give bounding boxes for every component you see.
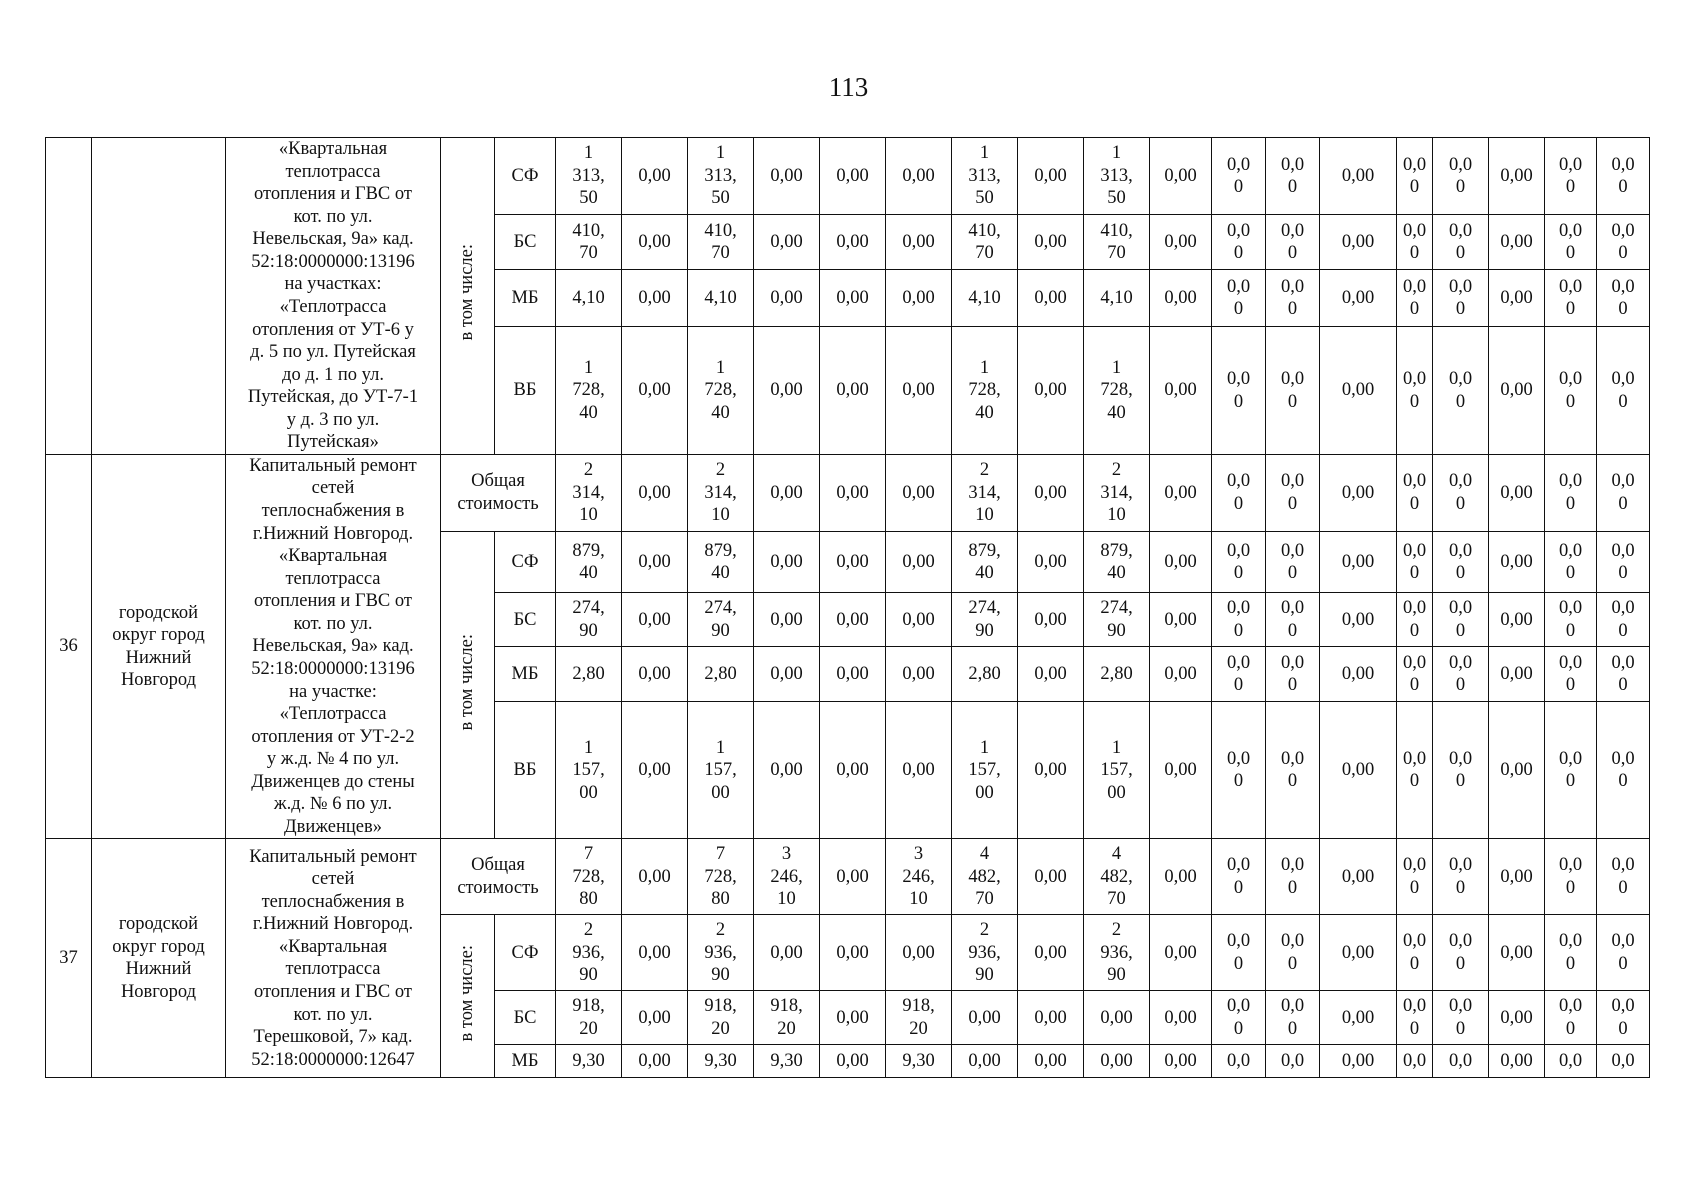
funding-source-label: СФ bbox=[495, 531, 556, 593]
value-cell: 2 936, 90 bbox=[556, 915, 622, 991]
value-cell: 0,00 bbox=[886, 531, 952, 593]
value-cell: 0,00 bbox=[952, 991, 1018, 1045]
value-cell: 0,00 bbox=[1489, 531, 1545, 593]
value-cell: 0,00 bbox=[1018, 647, 1084, 702]
value-cell: 1 728, 40 bbox=[688, 327, 754, 454]
value-cell: 0,0 0 bbox=[1212, 991, 1266, 1045]
value-cell: 0,0 0 bbox=[1266, 839, 1320, 915]
value-cell: 0,00 bbox=[622, 991, 688, 1045]
value-cell: 0,00 bbox=[754, 531, 820, 593]
value-cell: 0,00 bbox=[1150, 991, 1212, 1045]
value-cell: 0,0 0 bbox=[1545, 454, 1597, 531]
value-cell: 0,0 0 bbox=[1397, 327, 1433, 454]
value-cell: 0,00 bbox=[1018, 1045, 1084, 1078]
funding-source-label: МБ bbox=[495, 270, 556, 327]
value-cell: 0,00 bbox=[622, 531, 688, 593]
value-cell: 0,0 0 bbox=[1597, 593, 1650, 647]
value-cell: 0,0 0 bbox=[1212, 138, 1266, 215]
value-cell: 0,00 bbox=[1018, 270, 1084, 327]
value-cell: 0,0 bbox=[1212, 1045, 1266, 1078]
value-cell: 1 313, 50 bbox=[556, 138, 622, 215]
project-description: Капитальный ремонт сетей теплоснабжения в г.Нижний Новгород. «Квартальная теплотрасса отопления и ГВС от кот. по ул. Невельская, 9а» кад. 52:18:0000000:13196 на участке: «Теплотрасса отопления от УТ-2-2 у ж.д. № 4 по ул. Движенцев до стены ж.д. № 6 по ул. Движенцев» bbox=[226, 454, 441, 839]
value-cell: 4,10 bbox=[1084, 270, 1150, 327]
value-cell: 0,00 bbox=[1150, 454, 1212, 531]
value-cell: 0,0 0 bbox=[1266, 647, 1320, 702]
value-cell: 9,30 bbox=[688, 1045, 754, 1078]
value-cell: 0,00 bbox=[622, 215, 688, 270]
value-cell: 3 246, 10 bbox=[754, 839, 820, 915]
value-cell: 0,00 bbox=[886, 593, 952, 647]
value-cell: 0,0 0 bbox=[1212, 702, 1266, 839]
value-cell: 0,00 bbox=[820, 1045, 886, 1078]
value-cell: 0,00 bbox=[1320, 702, 1397, 839]
value-cell: 0,00 bbox=[1018, 454, 1084, 531]
value-cell: 0,00 bbox=[622, 839, 688, 915]
in-that-number-label bbox=[441, 531, 495, 839]
value-cell: 0,00 bbox=[754, 647, 820, 702]
value-cell: 2 314, 10 bbox=[1084, 454, 1150, 531]
value-cell: 0,00 bbox=[754, 270, 820, 327]
in-that-number-text: в том числе: bbox=[457, 633, 478, 731]
table-row-total bbox=[46, 454, 1650, 531]
value-cell: 0,00 bbox=[1489, 839, 1545, 915]
value-cell: 0,00 bbox=[1018, 915, 1084, 991]
funding-source-label: МБ bbox=[495, 1045, 556, 1078]
value-cell: 0,00 bbox=[1150, 327, 1212, 454]
value-cell: 0,00 bbox=[1150, 215, 1212, 270]
value-cell: 0,0 0 bbox=[1266, 593, 1320, 647]
value-cell: 410, 70 bbox=[952, 215, 1018, 270]
value-cell: 1 313, 50 bbox=[1084, 138, 1150, 215]
value-cell: 0,0 0 bbox=[1597, 991, 1650, 1045]
value-cell: 0,00 bbox=[820, 915, 886, 991]
value-cell: 0,0 0 bbox=[1397, 138, 1433, 215]
value-cell: 0,00 bbox=[886, 647, 952, 702]
value-cell: 0,0 bbox=[1597, 1045, 1650, 1078]
in-that-number-text: в том числе: bbox=[457, 944, 478, 1042]
value-cell: 2 314, 10 bbox=[952, 454, 1018, 531]
value-cell: 0,0 bbox=[1545, 1045, 1597, 1078]
value-cell: 0,0 0 bbox=[1433, 215, 1489, 270]
value-cell: 0,0 0 bbox=[1266, 327, 1320, 454]
value-cell: 1 728, 40 bbox=[556, 327, 622, 454]
value-cell: 0,0 0 bbox=[1397, 991, 1433, 1045]
table-row bbox=[46, 138, 1650, 215]
value-cell: 9,30 bbox=[556, 1045, 622, 1078]
in-that-number-label bbox=[441, 138, 495, 455]
value-cell: 0,00 bbox=[820, 215, 886, 270]
value-cell: 0,00 bbox=[1018, 531, 1084, 593]
value-cell: 0,0 0 bbox=[1397, 593, 1433, 647]
value-cell: 3 246, 10 bbox=[886, 839, 952, 915]
value-cell: 0,00 bbox=[1150, 647, 1212, 702]
value-cell: 0,0 0 bbox=[1212, 839, 1266, 915]
value-cell: 0,00 bbox=[1489, 327, 1545, 454]
value-cell: 0,00 bbox=[754, 454, 820, 531]
value-cell: 0,0 0 bbox=[1397, 647, 1433, 702]
value-cell: 0,00 bbox=[820, 138, 886, 215]
value-cell: 0,0 0 bbox=[1212, 215, 1266, 270]
value-cell: 0,00 bbox=[886, 270, 952, 327]
value-cell: 0,00 bbox=[886, 215, 952, 270]
value-cell: 0,00 bbox=[1150, 138, 1212, 215]
value-cell: 4 482, 70 bbox=[1084, 839, 1150, 915]
value-cell: 0,0 0 bbox=[1212, 327, 1266, 454]
value-cell: 274, 90 bbox=[1084, 593, 1150, 647]
funding-source-label: ВБ bbox=[495, 702, 556, 839]
value-cell: 4 482, 70 bbox=[952, 839, 1018, 915]
value-cell: 2 936, 90 bbox=[952, 915, 1018, 991]
value-cell: 0,00 bbox=[820, 991, 886, 1045]
row-number: 36 bbox=[46, 454, 92, 839]
value-cell: 4,10 bbox=[556, 270, 622, 327]
value-cell: 410, 70 bbox=[688, 215, 754, 270]
value-cell: 0,00 bbox=[1320, 215, 1397, 270]
value-cell: 0,00 bbox=[1320, 647, 1397, 702]
value-cell: 0,0 0 bbox=[1212, 531, 1266, 593]
value-cell: 0,0 0 bbox=[1212, 915, 1266, 991]
value-cell: 0,0 0 bbox=[1433, 138, 1489, 215]
value-cell: 0,00 bbox=[1150, 593, 1212, 647]
value-cell: 0,0 0 bbox=[1433, 531, 1489, 593]
value-cell: 0,0 0 bbox=[1545, 531, 1597, 593]
municipality-cell bbox=[92, 138, 226, 455]
value-cell: 4,10 bbox=[952, 270, 1018, 327]
value-cell: 0,00 bbox=[622, 1045, 688, 1078]
value-cell: 879, 40 bbox=[688, 531, 754, 593]
value-cell: 4,10 bbox=[688, 270, 754, 327]
value-cell: 0,00 bbox=[1489, 702, 1545, 839]
value-cell: 0,0 0 bbox=[1597, 215, 1650, 270]
in-that-number-label bbox=[441, 915, 495, 1078]
value-cell: 0,00 bbox=[952, 1045, 1018, 1078]
value-cell: 918, 20 bbox=[556, 991, 622, 1045]
value-cell: 0,0 0 bbox=[1397, 454, 1433, 531]
value-cell: 0,00 bbox=[820, 531, 886, 593]
page-number: 113 bbox=[828, 72, 869, 102]
value-cell: 0,0 0 bbox=[1266, 702, 1320, 839]
value-cell: 2,80 bbox=[688, 647, 754, 702]
value-cell: 1 157, 00 bbox=[952, 702, 1018, 839]
value-cell: 879, 40 bbox=[952, 531, 1018, 593]
value-cell: 0,00 bbox=[820, 839, 886, 915]
value-cell: 0,00 bbox=[1489, 991, 1545, 1045]
value-cell: 0,0 0 bbox=[1397, 270, 1433, 327]
value-cell: 0,00 bbox=[622, 138, 688, 215]
value-cell: 9,30 bbox=[754, 1045, 820, 1078]
value-cell: 0,00 bbox=[754, 215, 820, 270]
value-cell: 0,0 0 bbox=[1545, 327, 1597, 454]
value-cell: 0,00 bbox=[754, 138, 820, 215]
project-description: Капитальный ремонт сетей теплоснабжения в г.Нижний Новгород. «Квартальная теплотрасса отопления и ГВС от кот. по ул. Терешковой, 7» кад. 52:18:0000000:12647 bbox=[226, 839, 441, 1078]
value-cell: 0,0 0 bbox=[1433, 593, 1489, 647]
value-cell: 0,0 0 bbox=[1597, 327, 1650, 454]
value-cell: 0,0 0 bbox=[1212, 647, 1266, 702]
value-cell: 0,00 bbox=[1084, 1045, 1150, 1078]
value-cell: 0,0 0 bbox=[1597, 647, 1650, 702]
value-cell: 0,0 0 bbox=[1433, 327, 1489, 454]
value-cell: 0,00 bbox=[754, 327, 820, 454]
value-cell: 0,0 0 bbox=[1545, 647, 1597, 702]
value-cell: 0,0 0 bbox=[1597, 915, 1650, 991]
value-cell: 1 728, 40 bbox=[952, 327, 1018, 454]
value-cell: 0,0 bbox=[1433, 1045, 1489, 1078]
value-cell: 0,00 bbox=[1489, 454, 1545, 531]
value-cell: 918, 20 bbox=[886, 991, 952, 1045]
value-cell: 0,00 bbox=[1018, 593, 1084, 647]
municipality-cell: городской округ город Нижний Новгород bbox=[92, 839, 226, 1078]
value-cell: 1 313, 50 bbox=[952, 138, 1018, 215]
value-cell: 0,0 0 bbox=[1397, 915, 1433, 991]
value-cell: 0,00 bbox=[1320, 839, 1397, 915]
value-cell: 0,0 0 bbox=[1545, 270, 1597, 327]
value-cell: 0,00 bbox=[820, 327, 886, 454]
value-cell: 0,00 bbox=[1018, 702, 1084, 839]
value-cell: 0,0 0 bbox=[1433, 702, 1489, 839]
value-cell: 0,00 bbox=[820, 593, 886, 647]
value-cell: 0,00 bbox=[1018, 327, 1084, 454]
value-cell: 2,80 bbox=[556, 647, 622, 702]
funding-source-label: БС bbox=[495, 593, 556, 647]
value-cell: 0,00 bbox=[622, 593, 688, 647]
value-cell: 274, 90 bbox=[952, 593, 1018, 647]
value-cell: 0,00 bbox=[622, 915, 688, 991]
value-cell: 410, 70 bbox=[1084, 215, 1150, 270]
value-cell: 1 157, 00 bbox=[556, 702, 622, 839]
value-cell: 0,0 0 bbox=[1266, 215, 1320, 270]
municipality-cell: городской округ город Нижний Новгород bbox=[92, 454, 226, 839]
value-cell: 0,0 0 bbox=[1266, 991, 1320, 1045]
value-cell: 0,00 bbox=[1320, 915, 1397, 991]
value-cell: 0,0 0 bbox=[1397, 215, 1433, 270]
value-cell: 0,00 bbox=[622, 327, 688, 454]
value-cell: 0,00 bbox=[1320, 991, 1397, 1045]
value-cell: 0,00 bbox=[1489, 593, 1545, 647]
value-cell: 2 314, 10 bbox=[556, 454, 622, 531]
value-cell: 879, 40 bbox=[556, 531, 622, 593]
value-cell: 0,0 0 bbox=[1266, 531, 1320, 593]
value-cell: 0,00 bbox=[820, 270, 886, 327]
value-cell: 0,00 bbox=[1150, 702, 1212, 839]
value-cell: 0,0 0 bbox=[1597, 454, 1650, 531]
value-cell: 0,00 bbox=[1150, 839, 1212, 915]
value-cell: 0,00 bbox=[886, 702, 952, 839]
value-cell: 0,0 0 bbox=[1597, 138, 1650, 215]
value-cell: 0,00 bbox=[1320, 593, 1397, 647]
financing-table bbox=[45, 137, 1650, 1078]
value-cell: 0,00 bbox=[820, 702, 886, 839]
funding-source-label: БС bbox=[495, 215, 556, 270]
value-cell: 0,0 0 bbox=[1433, 270, 1489, 327]
value-cell: 0,0 0 bbox=[1545, 215, 1597, 270]
value-cell: 0,00 bbox=[622, 647, 688, 702]
value-cell: 7 728, 80 bbox=[688, 839, 754, 915]
value-cell: 0,00 bbox=[622, 702, 688, 839]
value-cell: 0,0 0 bbox=[1597, 702, 1650, 839]
value-cell: 0,0 0 bbox=[1545, 702, 1597, 839]
value-cell: 0,00 bbox=[1320, 327, 1397, 454]
value-cell: 0,0 0 bbox=[1266, 454, 1320, 531]
value-cell: 410, 70 bbox=[556, 215, 622, 270]
value-cell: 0,0 bbox=[1397, 1045, 1433, 1078]
value-cell: 0,00 bbox=[886, 138, 952, 215]
value-cell: 0,0 0 bbox=[1433, 647, 1489, 702]
value-cell: 0,0 0 bbox=[1212, 454, 1266, 531]
value-cell: 0,00 bbox=[622, 454, 688, 531]
value-cell: 0,0 0 bbox=[1212, 270, 1266, 327]
value-cell: 0,0 0 bbox=[1433, 839, 1489, 915]
value-cell: 0,00 bbox=[820, 454, 886, 531]
value-cell: 0,00 bbox=[1489, 215, 1545, 270]
value-cell: 9,30 bbox=[886, 1045, 952, 1078]
value-cell: 0,0 0 bbox=[1266, 138, 1320, 215]
value-cell: 0,00 bbox=[820, 647, 886, 702]
value-cell: 0,00 bbox=[1320, 454, 1397, 531]
value-cell: 0,00 bbox=[1018, 991, 1084, 1045]
value-cell: 2 936, 90 bbox=[688, 915, 754, 991]
value-cell: 0,00 bbox=[1489, 270, 1545, 327]
funding-source-label: СФ bbox=[495, 138, 556, 215]
value-cell: 0,00 bbox=[1084, 991, 1150, 1045]
value-cell: 0,00 bbox=[1150, 270, 1212, 327]
value-cell: 0,00 bbox=[1018, 138, 1084, 215]
project-description: «Квартальная теплотрасса отопления и ГВС от кот. по ул. Невельская, 9а» кад. 52:18:0000000:13196 на участках: «Теплотрасса отопления от УТ-6 у д. 5 по ул. Путейская до д. 1 по ул. Путейская, до УТ-7-1 у д. 3 по ул. Путейская» bbox=[226, 138, 441, 455]
value-cell: 0,0 0 bbox=[1433, 991, 1489, 1045]
value-cell: 0,00 bbox=[1489, 915, 1545, 991]
value-cell: 2,80 bbox=[952, 647, 1018, 702]
value-cell: 0,00 bbox=[754, 702, 820, 839]
value-cell: 0,0 0 bbox=[1545, 839, 1597, 915]
total-cost-label: Общая стоимость bbox=[441, 839, 556, 915]
value-cell: 0,00 bbox=[754, 593, 820, 647]
value-cell: 0,00 bbox=[1150, 1045, 1212, 1078]
value-cell: 879, 40 bbox=[1084, 531, 1150, 593]
value-cell: 0,0 0 bbox=[1545, 991, 1597, 1045]
value-cell: 0,0 0 bbox=[1397, 531, 1433, 593]
value-cell: 0,00 bbox=[1320, 138, 1397, 215]
value-cell: 0,0 0 bbox=[1433, 454, 1489, 531]
value-cell: 0,0 0 bbox=[1597, 531, 1650, 593]
value-cell: 0,00 bbox=[1320, 270, 1397, 327]
value-cell: 0,00 bbox=[886, 915, 952, 991]
value-cell: 0,00 bbox=[1489, 138, 1545, 215]
value-cell: 274, 90 bbox=[688, 593, 754, 647]
value-cell: 0,0 0 bbox=[1212, 593, 1266, 647]
value-cell: 0,0 0 bbox=[1597, 839, 1650, 915]
value-cell: 0,00 bbox=[886, 327, 952, 454]
value-cell: 0,00 bbox=[754, 915, 820, 991]
value-cell: 0,0 0 bbox=[1597, 270, 1650, 327]
total-cost-label: Общая стоимость bbox=[441, 454, 556, 531]
funding-source-label: БС bbox=[495, 991, 556, 1045]
funding-source-label: ВБ bbox=[495, 327, 556, 454]
value-cell: 0,0 0 bbox=[1266, 270, 1320, 327]
value-cell: 0,00 bbox=[1489, 1045, 1545, 1078]
value-cell: 2 936, 90 bbox=[1084, 915, 1150, 991]
value-cell: 0,0 0 bbox=[1397, 839, 1433, 915]
value-cell: 1 157, 00 bbox=[1084, 702, 1150, 839]
value-cell: 0,0 0 bbox=[1545, 593, 1597, 647]
value-cell: 0,00 bbox=[1150, 531, 1212, 593]
value-cell: 2 314, 10 bbox=[688, 454, 754, 531]
value-cell: 2,80 bbox=[1084, 647, 1150, 702]
row-number: 37 bbox=[46, 839, 92, 1078]
value-cell: 0,0 0 bbox=[1266, 915, 1320, 991]
value-cell: 0,0 0 bbox=[1545, 915, 1597, 991]
value-cell: 0,00 bbox=[1320, 531, 1397, 593]
value-cell: 0,00 bbox=[1320, 1045, 1397, 1078]
value-cell: 0,00 bbox=[1489, 647, 1545, 702]
value-cell: 7 728, 80 bbox=[556, 839, 622, 915]
value-cell: 0,0 0 bbox=[1397, 702, 1433, 839]
value-cell: 274, 90 bbox=[556, 593, 622, 647]
value-cell: 0,0 bbox=[1266, 1045, 1320, 1078]
value-cell: 918, 20 bbox=[754, 991, 820, 1045]
row-number bbox=[46, 138, 92, 455]
value-cell: 0,00 bbox=[886, 454, 952, 531]
value-cell: 918, 20 bbox=[688, 991, 754, 1045]
value-cell: 0,00 bbox=[1018, 839, 1084, 915]
table-row-total bbox=[46, 839, 1650, 915]
value-cell: 1 157, 00 bbox=[688, 702, 754, 839]
value-cell: 0,00 bbox=[1018, 215, 1084, 270]
value-cell: 1 728, 40 bbox=[1084, 327, 1150, 454]
funding-source-label: МБ bbox=[495, 647, 556, 702]
value-cell: 0,00 bbox=[1150, 915, 1212, 991]
value-cell: 0,00 bbox=[622, 270, 688, 327]
funding-source-label: СФ bbox=[495, 915, 556, 991]
value-cell: 0,0 0 bbox=[1545, 138, 1597, 215]
in-that-number-text: в том числе: bbox=[457, 244, 478, 341]
value-cell: 1 313, 50 bbox=[688, 138, 754, 215]
value-cell: 0,0 0 bbox=[1433, 915, 1489, 991]
